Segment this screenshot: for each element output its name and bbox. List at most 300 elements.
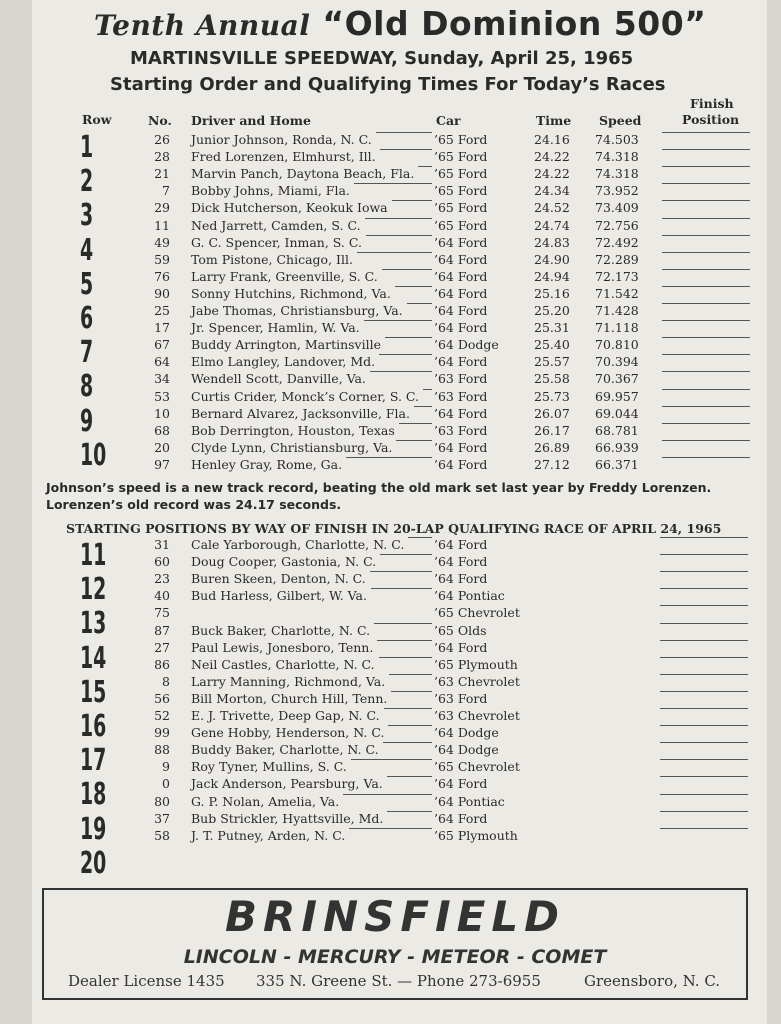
finish-position-line	[662, 303, 750, 304]
car-model: ’63 Chevrolet	[434, 708, 520, 723]
qual-speed: 73.952	[595, 183, 639, 199]
finish-position-line	[660, 776, 748, 777]
table-row	[32, 371, 767, 388]
qual-time: 26.89	[534, 439, 570, 455]
car-number: 21	[154, 166, 170, 182]
finish-position-line	[662, 440, 750, 441]
leader-dots	[418, 166, 432, 167]
qual-time: 25.16	[534, 285, 570, 301]
finish-position-line	[662, 457, 750, 458]
table-row	[32, 320, 767, 337]
driver-home: Neil Castles, Charlotte, N. C.	[191, 656, 375, 672]
table-row	[32, 640, 767, 657]
table-row	[32, 286, 767, 303]
driver-home: Curtis Crider, Monck’s Corner, S. C.	[191, 388, 420, 404]
leader-dots	[391, 691, 432, 692]
car-model: ’64 Ford	[434, 405, 488, 421]
qual-speed: 70.394	[595, 354, 639, 370]
finish-position-line	[660, 674, 748, 675]
car-model: ’64 Pontiac	[434, 793, 505, 809]
row-number: 3	[80, 198, 94, 234]
car-number: 97	[154, 456, 170, 472]
leader-dots	[379, 657, 432, 658]
qual-speed: 74.318	[595, 149, 639, 165]
row-number: 17	[80, 743, 107, 779]
finish-position-line	[660, 640, 748, 641]
driver-home: Wendell Scott, Danville, Va.	[191, 371, 366, 387]
leader-dots	[380, 149, 432, 150]
leader-dots	[346, 457, 432, 458]
driver-home: Ned Jarrett, Camden, S. C.	[191, 217, 361, 233]
qual-speed: 71.542	[595, 285, 639, 301]
qual-speed: 69.044	[595, 405, 639, 421]
car-number: 49	[154, 234, 170, 250]
driver-home: Roy Tyner, Mullins, S. C.	[191, 759, 347, 775]
leader-dots	[383, 742, 432, 743]
car-model: ’65 Chevrolet	[434, 605, 520, 621]
row-number: 10	[80, 437, 107, 473]
driver-home: Sonny Hutchins, Richmond, Va.	[191, 285, 391, 301]
leader-dots	[389, 674, 432, 675]
car-model: ’64 Ford	[434, 234, 488, 250]
row-number: 8	[80, 369, 94, 405]
leader-dots	[343, 794, 432, 795]
col-car: Car	[436, 113, 461, 128]
car-model: ’64 Ford	[434, 810, 488, 826]
car-model: ’64 Ford	[434, 439, 488, 455]
row-number: 11	[80, 538, 107, 573]
leader-dots	[365, 218, 432, 219]
driver-home: Bob Derrington, Houston, Texas	[191, 422, 395, 438]
finish-position-line	[662, 218, 750, 219]
car-number: 58	[154, 827, 170, 843]
finish-position-line	[660, 742, 748, 743]
page-subtitle: MARTINSVILLE SPEEDWAY, Sunday, April 25, 1965	[130, 48, 634, 69]
car-number: 60	[154, 554, 170, 570]
car-number: 86	[154, 656, 170, 672]
leader-dots	[384, 708, 432, 709]
car-number: 68	[154, 422, 170, 438]
car-number: 27	[154, 639, 170, 655]
car-number: 37	[154, 810, 170, 826]
driver-home: Fred Lorenzen, Elmhurst, Ill.	[191, 149, 376, 165]
qual-time: 26.07	[534, 405, 570, 421]
finish-position-line	[660, 605, 748, 606]
driver-home: Bud Harless, Gilbert, W. Va.	[191, 588, 367, 604]
car-model: ’63 Ford	[434, 690, 488, 706]
qual-speed: 69.957	[595, 388, 639, 404]
car-model: ’64 Pontiac	[434, 588, 505, 604]
finish-position-line	[660, 691, 748, 692]
row-number: 7	[80, 335, 94, 371]
title-script: Tenth Annual	[94, 9, 311, 42]
row-number: 1	[80, 130, 94, 165]
car-number: 10	[154, 405, 170, 421]
car-number: 90	[154, 285, 170, 301]
finish-position-line	[662, 320, 750, 321]
qual-speed: 70.367	[595, 371, 639, 387]
car-model: ’65 Plymouth	[434, 656, 518, 672]
car-number: 8	[162, 673, 170, 689]
driver-home: Jr. Spencer, Hamlin, W. Va.	[191, 320, 360, 336]
table-row	[32, 337, 767, 354]
leader-dots	[423, 389, 432, 390]
driver-home: Elmo Langley, Landover, Md.	[191, 354, 376, 370]
car-number: 40	[154, 588, 170, 604]
dealer-city: Greensboro, N. C.	[584, 972, 721, 990]
row-number: 18	[80, 777, 107, 813]
qual-time: 24.90	[534, 251, 570, 267]
dealer-name: BRINSFIELD	[224, 892, 565, 941]
qual-time: 24.94	[534, 268, 570, 284]
program-page	[32, 0, 767, 1024]
title-main: “Old Dominion 500”	[322, 4, 707, 43]
finish-position-line	[660, 537, 748, 538]
row-number: 13	[80, 606, 107, 642]
finish-position-line	[662, 166, 750, 167]
leader-dots	[399, 423, 432, 424]
driver-home: Bernard Alvarez, Jacksonville, Fla.	[191, 405, 410, 421]
table-row	[32, 200, 767, 217]
car-model: ’64 Ford	[434, 285, 488, 301]
driver-home: G. C. Spencer, Inman, S. C.	[191, 234, 362, 250]
finish-position-line	[662, 423, 750, 424]
row-number: 9	[80, 403, 94, 439]
table-row	[32, 132, 767, 149]
car-model: ’64 Ford	[434, 303, 488, 318]
table-row	[32, 354, 767, 371]
qual-time: 26.17	[534, 422, 570, 438]
car-number: 25	[154, 303, 170, 318]
dealer-address: 335 N. Greene St. — Phone 273-6955	[256, 972, 541, 990]
qual-time: 27.12	[534, 456, 570, 472]
car-number: 59	[154, 251, 170, 267]
driver-home: Paul Lewis, Jonesboro, Tenn.	[191, 639, 374, 655]
dealer-ad	[42, 888, 748, 1000]
row-number: 2	[80, 164, 94, 200]
qual-time: 25.58	[534, 371, 570, 387]
row-number: 19	[80, 811, 107, 847]
qual-speed: 68.781	[595, 422, 639, 438]
car-model: ’64 Dodge	[434, 742, 499, 758]
table-row	[32, 674, 767, 691]
row-number: 5	[80, 266, 94, 302]
leader-dots	[387, 811, 432, 812]
car-number: 17	[154, 320, 170, 336]
table-row	[32, 218, 767, 235]
car-model: ’65 Chevrolet	[434, 759, 520, 775]
qual-time: 24.22	[534, 166, 570, 182]
car-number: 56	[154, 690, 170, 706]
finish-position-line	[660, 759, 748, 760]
car-model: ’65 Ford	[434, 217, 488, 233]
car-model: ’65 Olds	[434, 622, 487, 638]
finish-position-line	[662, 406, 750, 407]
leader-dots	[351, 759, 432, 760]
driver-home: Buck Baker, Charlotte, N. C.	[191, 622, 371, 638]
table-row	[32, 269, 767, 286]
table-row	[32, 457, 767, 474]
col-row: Row	[82, 112, 112, 127]
driver-home: Dick Hutcherson, Keokuk Iowa	[191, 200, 388, 216]
car-number: 53	[154, 388, 170, 404]
driver-home: Cale Yarborough, Charlotte, N. C.	[191, 537, 405, 552]
dealer-license: Dealer License 1435	[68, 972, 225, 990]
driver-home: Gene Hobby, Henderson, N. C.	[191, 725, 385, 741]
finish-position-line	[660, 588, 748, 589]
car-number: 0	[162, 776, 170, 792]
finish-position-line	[662, 132, 750, 133]
car-model: ’65 Ford	[434, 132, 488, 147]
car-model: ’63 Chevrolet	[434, 673, 520, 689]
qual-time: 24.34	[534, 183, 570, 199]
table-row	[32, 571, 767, 588]
car-number: 99	[154, 725, 170, 741]
table-row	[32, 725, 767, 742]
table-row	[32, 235, 767, 252]
col-no: No.	[148, 113, 172, 128]
car-model: ’64 Ford	[434, 354, 488, 370]
car-number: 9	[162, 759, 170, 775]
leader-dots	[364, 320, 432, 321]
table-row	[32, 166, 767, 183]
car-model: ’64 Dodge	[434, 725, 499, 741]
driver-home: G. P. Nolan, Amelia, Va.	[191, 793, 340, 809]
car-model: ’64 Ford	[434, 456, 488, 472]
page-title	[94, 4, 706, 43]
car-number: 11	[154, 217, 170, 233]
car-model: ’64 Ford	[434, 776, 488, 792]
table-row	[32, 776, 767, 793]
leader-dots	[370, 371, 432, 372]
finish-position-line	[660, 725, 748, 726]
qual-time: 24.22	[534, 149, 570, 165]
qual-time: 24.16	[534, 132, 570, 147]
table-row	[32, 252, 767, 269]
qual-time: 25.31	[534, 320, 570, 336]
table-row	[32, 742, 767, 759]
qual-speed: 72.173	[595, 268, 639, 284]
leader-dots	[354, 183, 432, 184]
qual-speed: 72.492	[595, 234, 639, 250]
table-row	[32, 794, 767, 811]
finish-position-line	[660, 828, 748, 829]
car-number: 80	[154, 793, 170, 809]
finish-position-line	[660, 623, 748, 624]
finish-position-line	[662, 235, 750, 236]
table-row	[32, 828, 767, 845]
qual-time: 24.74	[534, 217, 570, 233]
finish-position-line	[660, 794, 748, 795]
qual-speed: 66.371	[595, 456, 639, 472]
finish-position-line	[662, 389, 750, 390]
car-number: 76	[154, 268, 170, 284]
car-number: 20	[154, 439, 170, 455]
car-number: 7	[162, 183, 170, 199]
leader-dots	[370, 571, 432, 572]
table-row	[32, 183, 767, 200]
col-finish-2: Position	[682, 112, 740, 127]
car-model: ’63 Ford	[434, 422, 488, 438]
qual-speed: 71.428	[595, 303, 639, 318]
car-number: 31	[154, 537, 170, 552]
leader-dots	[396, 440, 432, 441]
leader-dots	[377, 640, 432, 641]
car-model: ’64 Ford	[434, 554, 488, 570]
finish-position-line	[662, 286, 750, 287]
row-number: 20	[80, 845, 107, 881]
car-model: ’65 Plymouth	[434, 827, 518, 843]
table-row	[32, 149, 767, 166]
row-number: 12	[80, 572, 107, 608]
leader-dots	[395, 286, 432, 287]
section2-title: STARTING POSITIONS BY WAY OF FINISH IN 20-LAP QUALIFYING RACE OF APRIL 24, 1965	[66, 521, 722, 536]
qual-time: 25.40	[534, 337, 570, 353]
leader-dots	[349, 828, 432, 829]
leader-dots	[414, 406, 432, 407]
section-heading: Starting Order and Qualifying Times For Today’s Races	[110, 74, 666, 95]
table-row	[32, 537, 767, 554]
car-number: 64	[154, 354, 170, 370]
leader-dots	[357, 252, 432, 253]
leader-dots	[366, 235, 432, 236]
leader-dots	[387, 776, 432, 777]
car-number: 34	[154, 371, 170, 387]
driver-home: Henley Gray, Rome, Ga.	[191, 456, 343, 472]
leader-dots	[388, 725, 432, 726]
leader-dots	[392, 200, 432, 201]
car-number: 75	[154, 605, 170, 621]
finish-position-line	[662, 183, 750, 184]
qual-time: 25.73	[534, 388, 570, 404]
qual-time: 24.83	[534, 234, 570, 250]
leader-dots	[371, 588, 432, 589]
driver-home: Jack Anderson, Pearsburg, Va.	[191, 776, 383, 792]
table-row	[32, 759, 767, 776]
leader-dots	[385, 337, 432, 338]
driver-home: E. J. Trivette, Deep Gap, N. C.	[191, 708, 380, 723]
table-row	[32, 605, 767, 622]
qual-speed: 66.939	[595, 439, 639, 455]
driver-home: Jabe Thomas, Christiansburg, Va.	[191, 303, 403, 318]
table-row	[32, 440, 767, 457]
driver-home: Bobby Johns, Miami, Fla.	[191, 183, 350, 199]
car-model: ’65 Ford	[434, 183, 488, 199]
qual-time: 25.20	[534, 303, 570, 318]
table-row	[32, 406, 767, 423]
col-time: Time	[536, 113, 572, 128]
car-number: 23	[154, 571, 170, 587]
car-model: ’64 Ford	[434, 571, 488, 587]
driver-home: Doug Cooper, Gastonia, N. C.	[191, 554, 377, 570]
driver-home: Buddy Arrington, Martinsville	[191, 337, 382, 353]
track-record-note: Johnson’s speed is a new track record, beating the old mark set last year by Freddy Lorenzen. Lorenzen’s old record was 24.17 seconds.	[46, 480, 712, 512]
finish-position-line	[662, 149, 750, 150]
car-number: 87	[154, 622, 170, 638]
leader-dots	[382, 269, 432, 270]
driver-home: Tom Pistone, Chicago, Ill.	[191, 251, 353, 267]
table-row	[32, 691, 767, 708]
qual-speed: 72.756	[595, 217, 639, 233]
dealer-brands: LINCOLN - MERCURY - METEOR - COMET	[183, 946, 607, 968]
driver-home: Bub Strickler, Hyattsville, Md.	[191, 810, 384, 826]
finish-position-line	[662, 200, 750, 201]
qual-speed: 71.118	[595, 320, 639, 336]
col-driver: Driver and Home	[191, 113, 311, 128]
car-number: 26	[154, 132, 170, 147]
finish-position-line	[660, 811, 748, 812]
car-model: ’64 Ford	[434, 251, 488, 267]
driver-home: Marvin Panch, Daytona Beach, Fla.	[191, 166, 415, 182]
car-model: ’63 Ford	[434, 371, 488, 387]
table-row	[32, 623, 767, 640]
driver-home: Clyde Lynn, Christiansburg, Va.	[191, 439, 393, 455]
finish-position-line	[662, 337, 750, 338]
finish-position-line	[660, 657, 748, 658]
driver-home: Junior Johnson, Ronda, N. C.	[191, 132, 372, 147]
row-number: 6	[80, 301, 94, 336]
row-number: 14	[80, 640, 107, 676]
qual-speed: 72.289	[595, 251, 639, 267]
car-model: ’63 Ford	[434, 388, 488, 404]
finish-position-line	[662, 269, 750, 270]
finish-position-line	[662, 371, 750, 372]
row-number: 4	[80, 232, 94, 268]
car-model: ’65 Ford	[434, 166, 488, 182]
qual-speed: 70.810	[595, 337, 639, 353]
driver-home: Buddy Baker, Charlotte, N. C.	[191, 742, 379, 758]
car-number: 88	[154, 742, 170, 758]
car-number: 67	[154, 337, 170, 353]
table-row	[32, 708, 767, 725]
car-model: ’64 Ford	[434, 537, 488, 552]
driver-home: J. T. Putney, Arden, N. C.	[191, 827, 346, 843]
leader-dots	[380, 554, 432, 555]
table-row	[32, 303, 767, 320]
finish-position-line	[660, 571, 748, 572]
qual-time: 24.52	[534, 200, 570, 216]
table-row	[32, 423, 767, 440]
finish-position-line	[660, 708, 748, 709]
leader-dots	[408, 537, 432, 538]
leader-dots	[374, 623, 432, 624]
car-model: ’65 Ford	[434, 200, 488, 216]
col-speed: Speed	[599, 113, 642, 128]
car-number: 28	[154, 149, 170, 165]
driver-home: Larry Frank, Greenville, S. C.	[191, 268, 378, 284]
leader-dots	[407, 303, 432, 304]
car-number: 52	[154, 708, 170, 723]
driver-home: Larry Manning, Richmond, Va.	[191, 673, 386, 689]
driver-home: Bill Morton, Church Hill, Tenn.	[191, 690, 388, 706]
table-row	[32, 811, 767, 828]
finish-position-line	[660, 554, 748, 555]
car-model: ’65 Ford	[434, 149, 488, 165]
table-row	[32, 389, 767, 406]
car-model: ’64 Ford	[434, 268, 488, 284]
car-number: 29	[154, 200, 170, 216]
driver-home: Buren Skeen, Denton, N. C.	[191, 571, 366, 587]
row-number: 16	[80, 709, 107, 744]
car-model: ’64 Ford	[434, 639, 488, 655]
finish-position-line	[662, 354, 750, 355]
table-row	[32, 657, 767, 674]
qual-speed: 74.503	[595, 132, 639, 147]
finish-position-line	[662, 252, 750, 253]
car-model: ’64 Dodge	[434, 337, 499, 353]
qual-time: 25.57	[534, 354, 570, 370]
row-number: 15	[80, 674, 107, 710]
